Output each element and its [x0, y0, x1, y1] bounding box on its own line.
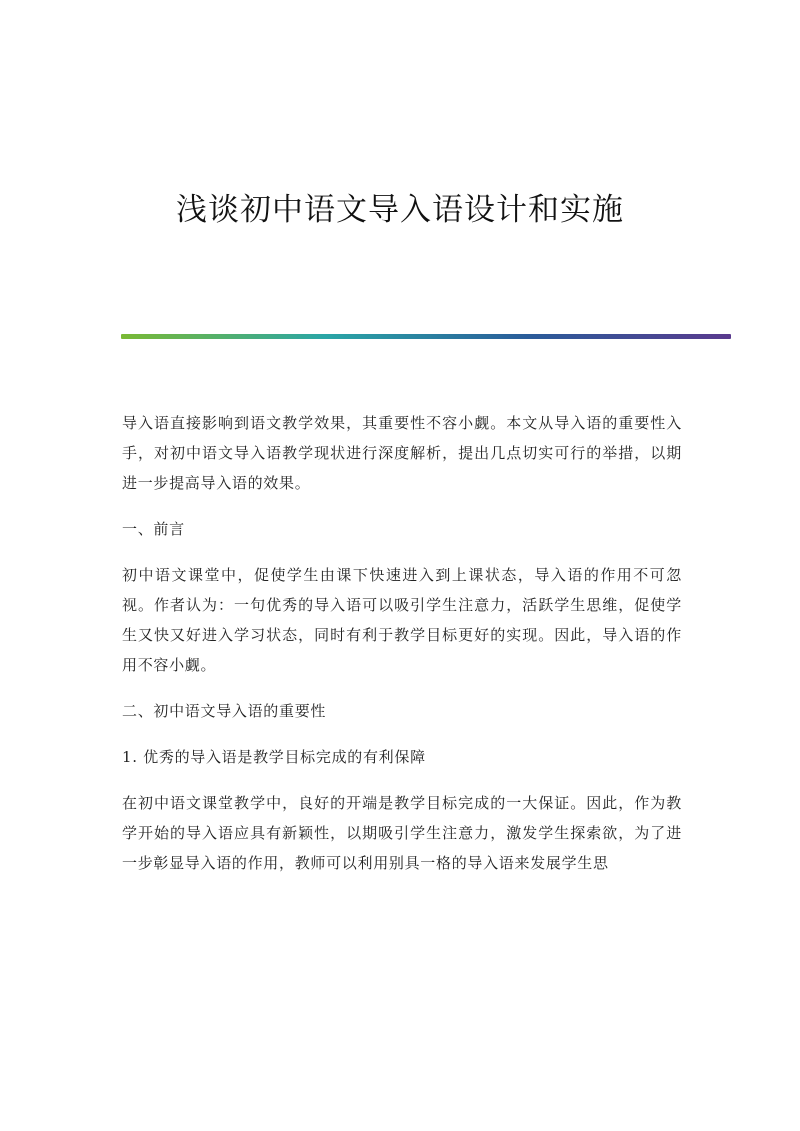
abstract-paragraph: 导入语直接影响到语文教学效果，其重要性不容小觑。本文从导入语的重要性入手，对初中语文导入语教学现状进行深度解析，提出几点切实可行的举措，以期进一步提高导入语的效果。: [122, 414, 682, 492]
title-divider: [121, 334, 731, 339]
subsection-1-paragraph: 在初中语文课堂教学中，良好的开端是教学目标完成的一大保证。因此，作为教学开始的导入语应具有新颖性，以期吸引学生注意力，激发学生探索欲，为了进一步彰显导入语的作用，教师可以利用别具一格的导入语来发展学生思: [122, 794, 682, 872]
page-title: 浅谈初中语文导入语设计和实施: [176, 192, 624, 228]
document-body: [122, 408, 682, 894]
section-heading-importance: 二、初中语文导入语的重要性: [122, 702, 327, 720]
subsection-heading-1: 1. 优秀的导入语是教学目标完成的有利保障: [122, 748, 426, 766]
preface-paragraph: 初中语文课堂中，促使学生由课下快速进入到上课状态，导入语的作用不可忽视。作者认为：一句优秀的导入语可以吸引学生注意力，活跃学生思维，促使学生又快又好进入学习状态，同时有利于教学目标更好的实现。因此，导入语的作用不容小觑。: [122, 566, 682, 674]
section-heading-preface: 一、前言: [122, 520, 185, 538]
